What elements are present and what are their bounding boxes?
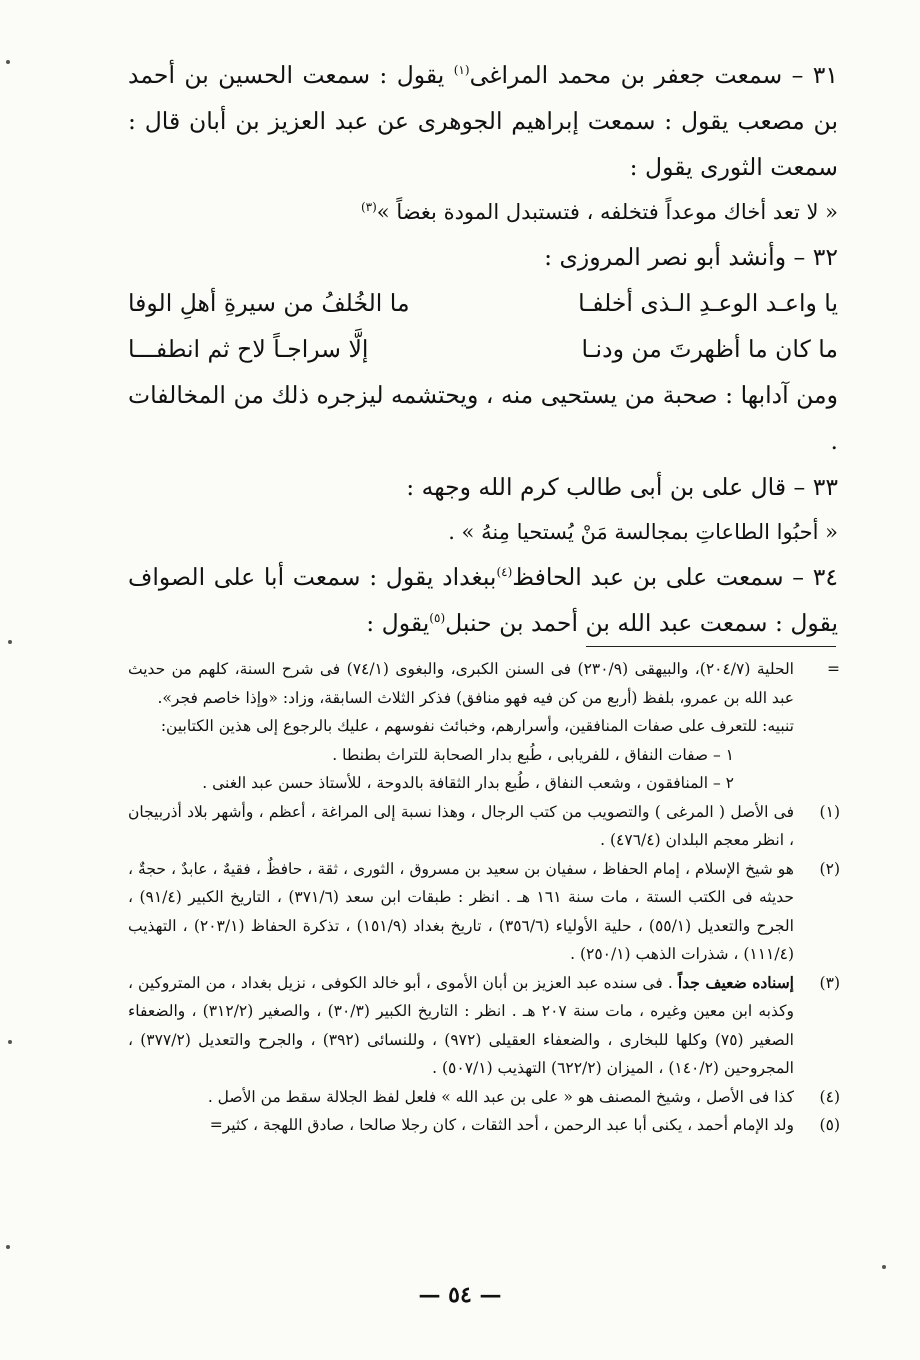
paragraph-33: ٣٣ – قال على بن أبى طالب كرم الله وجهه : bbox=[406, 473, 838, 501]
sub-reference-1: ١ – صفات النفاق ، للفريابى ، طُبع بدار الصحابة للتراث بطنطا . bbox=[332, 745, 734, 764]
paragraph-31: ٣١ – سمعت جعفر بن محمد المراغى$^{(١)}$ يقول : سمعت الحسين بن أحمد بن مصعب يقول : سمعت إبراهيم الجوهرى عن عبد العزيز بن أبان قال : سمعت الثورى يقول : bbox=[128, 61, 838, 181]
poem bbox=[128, 280, 838, 372]
footnote-text: . فى سنده عبد العزيز بن أبان الأموى ، أبو خالد الكوفى ، نزيل بغداد ، من المتروكين ، وكذبه ابن معين وغيره ، مات سنة ٢٠٧ هـ . انظر : التاريخ الكبير (٣٠/٣) ، والصغير (٣١٢/٢) ، والضعفاء الصغير (٧٥) وكلها للبخارى ، والضعفاء العقيلى (٩٧٢) ، وللنسائى (٣٩٢) ، والجرح والتعديل (٣٧٧/٢) ، المجروحين (١٤٠/٢) ، الميزان (٦٢٢/٢) التهذيب (٥٠٧/١) . bbox=[128, 973, 794, 1077]
hemistich-left: ما الخُلفُ من سيرةِ أهلِ الوفا bbox=[128, 289, 410, 317]
footnote-number: (٥) bbox=[819, 1116, 840, 1134]
footnote-ref-1[interactable]: (١) bbox=[453, 63, 470, 78]
grading-label: إسناده ضعيف جداً bbox=[677, 972, 794, 992]
footnote-continuation bbox=[128, 655, 840, 798]
main-text bbox=[128, 52, 838, 646]
footnote-5 bbox=[128, 1111, 840, 1140]
footnote-text: هو شيخ الإسلام ، إمام الحفاظ ، سفيان بن سعيد بن مسروق ، الثورى ، ثقة ، حافظٌ ، فقيهٌ ، عابدٌ ، حجةٌ ، حديثه فى الكتب الستة ، مات سنة ١٦١ هـ . انظر : طبقات ابن سعد (٣٧١/٦) ، التاريخ الكبير (٩١/٤) ، الجرح والتعديل (٥٥/١) ، حلية الأولياء (٣٥٦/٦) ، تاريخ بغداد (١٥١/٩) ، تذكرة الحفاظ (٢٠٣/١) ، التهذيب (١١١/٤) ، شذرات الذهب (٢٥٠/١) . bbox=[128, 859, 794, 963]
footnote-number: (٣) bbox=[819, 973, 840, 992]
continuation-text: الحلية (٢٠٤/٧)، والبيهقى (٢٣٠/٩) فى السنن الكبرى، والبغوى (٧٤/١) فى شرح السنة، كلهم من حديث عبد الله بن عمرو، بلفظ (أربع من كن فيه فهو منافق) فذكر الثلاث السابقة، وزاد: «وإذا خاصم فجر». bbox=[128, 660, 794, 707]
footnote-3 bbox=[128, 969, 840, 1083]
footnote-ref-5[interactable]: (٥) bbox=[429, 611, 446, 626]
quote-ali: « أحبُوا الطاعاتِ بمجالسة مَنْ يُستحيا مِنهُ » . bbox=[448, 520, 838, 544]
footnote-ref-4[interactable]: (٤) bbox=[496, 565, 513, 580]
continuation-mark: = bbox=[827, 660, 840, 678]
footnote-text: ولد الإمام أحمد ، يكنى أبا عبد الرحمن ، أحد الثقات ، كان رجلا صالحا ، صادق اللهجة ، كثير= bbox=[209, 1116, 794, 1134]
footnotes bbox=[128, 655, 840, 1140]
footnote-1 bbox=[128, 798, 840, 855]
footnote-text: كذا فى الأصل ، وشيخ المصنف هو « على بن عبد الله » فلعل لفظ الجلالة سقط من الأصل . bbox=[207, 1087, 794, 1106]
paragraph-32: ٣٢ – وأنشد أبو نصر المروزى : bbox=[544, 243, 838, 271]
scan-speck bbox=[8, 1040, 12, 1044]
footnote-number: (٢) bbox=[819, 859, 840, 878]
scan-speck bbox=[8, 640, 12, 644]
hemistich-left: إلَّا سراجـاً لاح ثم انطفـــا bbox=[128, 335, 369, 363]
footnote-2 bbox=[128, 855, 840, 969]
scan-speck bbox=[6, 60, 10, 64]
poem-verse-2 bbox=[128, 326, 838, 372]
scan-speck bbox=[6, 1245, 10, 1249]
page-number: — ٥٤ — bbox=[418, 1282, 502, 1308]
footnote-number: (١) bbox=[819, 802, 840, 821]
paragraph-adab: ومن آدابها : صحبة من يستحيى منه ، ويحتشمه ليزجره ذلك من المخالفات . bbox=[128, 381, 838, 455]
footnote-text: فى الأصل ( المرغى ) والتصويب من كتب الرجال ، وهذا نسبة إلى المراغة ، أعظم ، وأشهر بلاد أذربيجان ، انظر معجم البلدان (٤٧٦/٤) . bbox=[128, 802, 794, 849]
footnote-ref-3[interactable]: (٣) bbox=[360, 200, 377, 214]
continuation-notice: تنبيه: للتعرف على صفات المنافقين، وأسرارهم، وخبائث نفوسهم ، عليك بالرجوع إلى هذين الكتابين: bbox=[160, 717, 794, 735]
sub-reference-2: ٢ – المنافقون ، وشعب النفاق ، طُبع بدار الثقافة بالدوحة ، للأستاذ حسن عبد الغنى . bbox=[202, 774, 734, 792]
footnote-number: (٤) bbox=[819, 1087, 840, 1106]
footnote-divider bbox=[586, 646, 836, 647]
quote-thawri: « لا تعد أخاك موعداً فتخلفه ، فتستبدل المودة بغضاً »$^{(٣)}$ bbox=[360, 200, 838, 224]
paragraph-34: ٣٤ – سمعت على بن عبد الحافظ$^{(٤)}$ببغداد يقول : سمعت أبا على الصواف يقول : سمعت عبد الله بن أحمد بن حنبل$^{(٥)}$يقول : bbox=[128, 563, 838, 637]
scan-speck bbox=[882, 1265, 886, 1269]
hemistich-right: يا واعـد الوعـدِ الـذى أخلفـا bbox=[578, 289, 838, 317]
footnote-4 bbox=[128, 1083, 840, 1112]
hemistich-right: ما كان ما أظهرتَ من ودنـا bbox=[581, 335, 838, 363]
poem-verse-1 bbox=[128, 280, 838, 326]
